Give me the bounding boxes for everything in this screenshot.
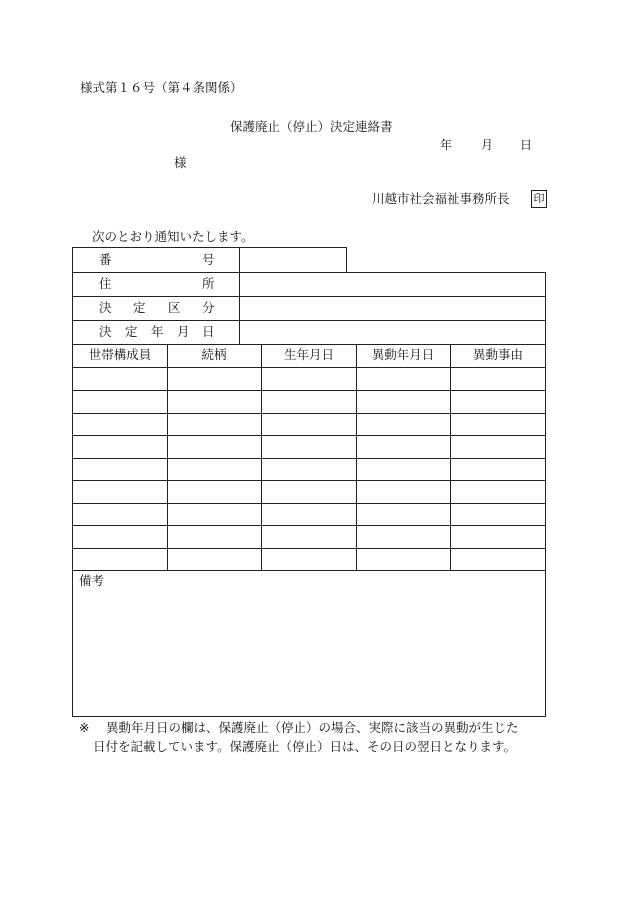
table-line: [72, 247, 73, 717]
seal-mark: 印: [531, 190, 547, 208]
table-line: [72, 570, 546, 571]
note-text-line1: 異動年月日の欄は、保護廃止（停止）の場合、実際に該当の異動が生じた: [106, 720, 519, 735]
column-header-change-date: 異動年月日: [371, 347, 435, 362]
note-text-line2: 日付を記載しています。保護廃止（停止）日は、その日の翌日となります。: [93, 739, 517, 754]
field-label-char: 所: [202, 276, 215, 291]
field-label-char: 号: [202, 252, 215, 267]
field-label-char: 日: [202, 324, 215, 339]
table-line: [72, 272, 546, 273]
table-line: [72, 247, 347, 248]
date-month-label: 月: [481, 138, 494, 152]
field-label-char: 決: [99, 324, 112, 339]
date-day-label: 日: [520, 138, 533, 152]
table-line: [72, 525, 546, 526]
field-label-char: 番: [99, 252, 112, 267]
table-line: [72, 458, 546, 459]
table-line: [72, 344, 546, 345]
table-line: [72, 296, 546, 297]
table-line: [261, 344, 262, 571]
table-line: [72, 413, 546, 414]
date-year-label: 年: [440, 138, 453, 152]
field-label-char: 決: [99, 300, 112, 315]
column-header-birthdate: 生年月日: [283, 347, 334, 362]
field-label-char: 住: [99, 276, 112, 291]
column-header-change-reason: 異動事由: [472, 347, 523, 362]
field-label-char: 分: [202, 300, 215, 315]
form-number: 様式第１６号（第４条関係）: [80, 80, 243, 95]
field-label-char: 定: [133, 300, 146, 315]
table-line: [356, 344, 357, 571]
column-header-member: 世帯構成員: [88, 347, 152, 362]
table-line: [167, 344, 168, 571]
field-label-char: 年: [151, 324, 164, 339]
remarks-label: 備考: [79, 573, 105, 588]
field-label-char: 月: [177, 324, 190, 339]
note-mark: ※: [79, 720, 90, 735]
table-line: [72, 390, 546, 391]
column-header-relation: 続柄: [201, 347, 227, 362]
field-label-char: 区: [168, 300, 181, 315]
table-line: [239, 247, 240, 345]
table-line: [545, 272, 546, 717]
sender-name: 川越市社会福祉事務所長: [372, 191, 510, 206]
table-line: [72, 480, 546, 481]
table-line: [346, 247, 347, 273]
addressee-suffix: 様: [174, 155, 187, 170]
table-line: [72, 548, 546, 549]
table-line: [72, 503, 546, 504]
field-label-char: 定: [125, 324, 138, 339]
table-line: [72, 367, 546, 368]
table-line: [450, 344, 451, 571]
table-line: [72, 435, 546, 436]
table-line: [72, 716, 546, 717]
table-line: [72, 320, 546, 321]
intro-text: 次のとおり通知いたします。: [92, 229, 254, 244]
document-title: 保護廃止（停止）決定連絡書: [230, 119, 393, 134]
